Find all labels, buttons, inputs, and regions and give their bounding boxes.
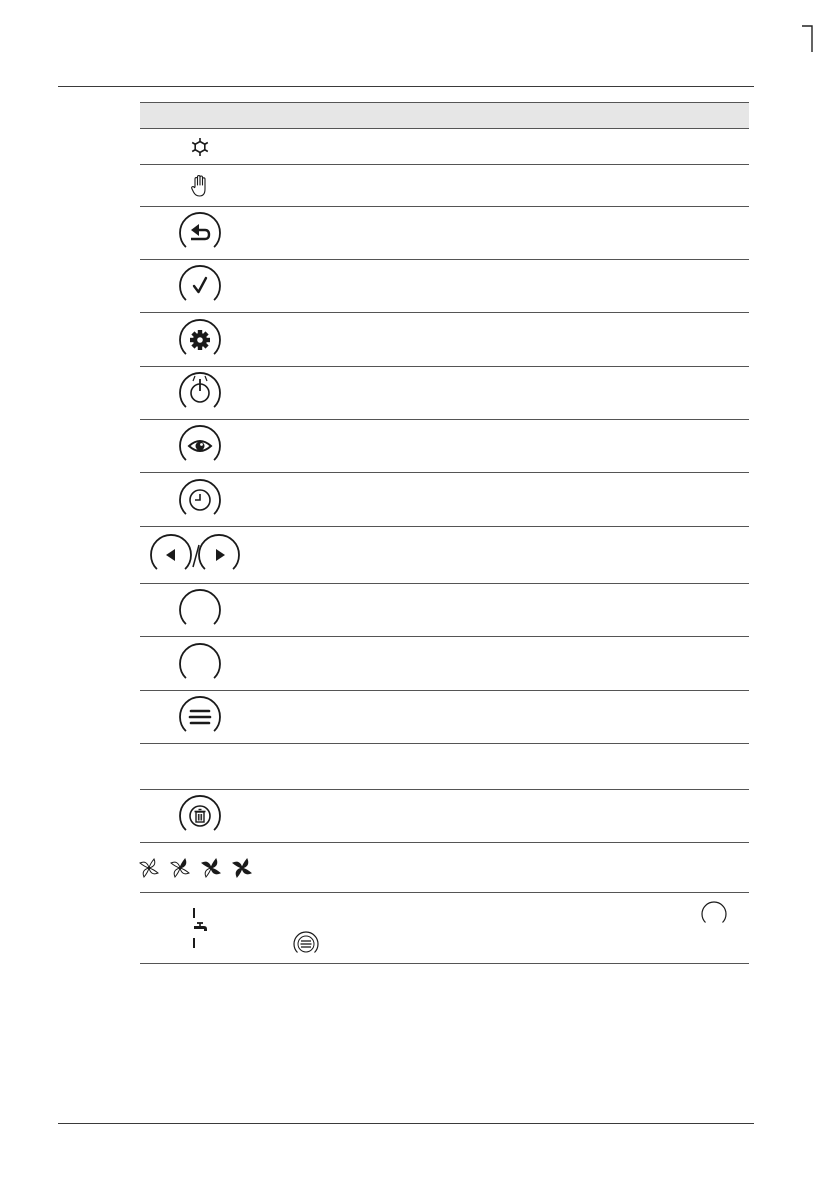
table-row [140,527,749,584]
table-row [140,790,749,843]
row-text [270,129,739,164]
row-text [270,473,739,526]
table-row [140,367,749,420]
row-text [270,637,739,690]
menu-icon [293,931,319,957]
table-row [140,843,749,893]
empty-ring-icon [140,584,260,636]
table-row [140,165,749,207]
table-row [140,473,749,527]
menu-icon [140,691,260,743]
row-text [270,165,739,206]
left-right-arrow-icons [140,527,250,583]
fan-speed-3-icon [202,859,220,877]
row-text [270,691,739,743]
row-text [270,527,739,583]
fan-speed-icons [138,843,260,892]
table-row [140,584,749,637]
fan-speed-2-icon [171,859,189,877]
left-arrow-icon [151,535,191,569]
row-text [270,260,739,312]
symbol-table [140,102,749,964]
fan-speed-1-icon [140,859,158,877]
row-text [270,584,739,636]
row-text [270,207,739,259]
empty-ring-icon [140,637,260,690]
right-arrow-icon [199,535,239,569]
table-row [140,129,749,165]
hand-icon [140,165,260,206]
table-row [140,313,749,367]
water-tap-icon [140,893,260,963]
row-text [270,420,739,472]
table-row [140,207,749,260]
checkmark-icon [140,260,260,312]
gear-icon [140,313,260,366]
fan-speed-4-icon [233,859,251,877]
table-row [140,637,749,691]
header-rule [58,86,754,87]
row-text [270,744,739,789]
table-row [140,420,749,473]
row-text [270,843,739,892]
power-icon [140,367,260,419]
snowflake-sun-icon [140,129,260,164]
row-text [270,790,739,842]
table-row [140,893,749,964]
page-corner-mark [800,24,818,54]
table-row [140,744,749,790]
clock-icon [140,473,260,526]
table-header [140,102,749,129]
row-text [270,893,739,963]
trash-icon [140,790,260,842]
empty-ring-icon [701,901,727,927]
row-text [270,367,739,419]
table-row [140,691,749,744]
table-row [140,260,749,313]
back-arrow-icon [140,207,260,259]
footer-rule [58,1123,754,1124]
eye-icon [140,420,260,472]
row-text [270,313,739,366]
